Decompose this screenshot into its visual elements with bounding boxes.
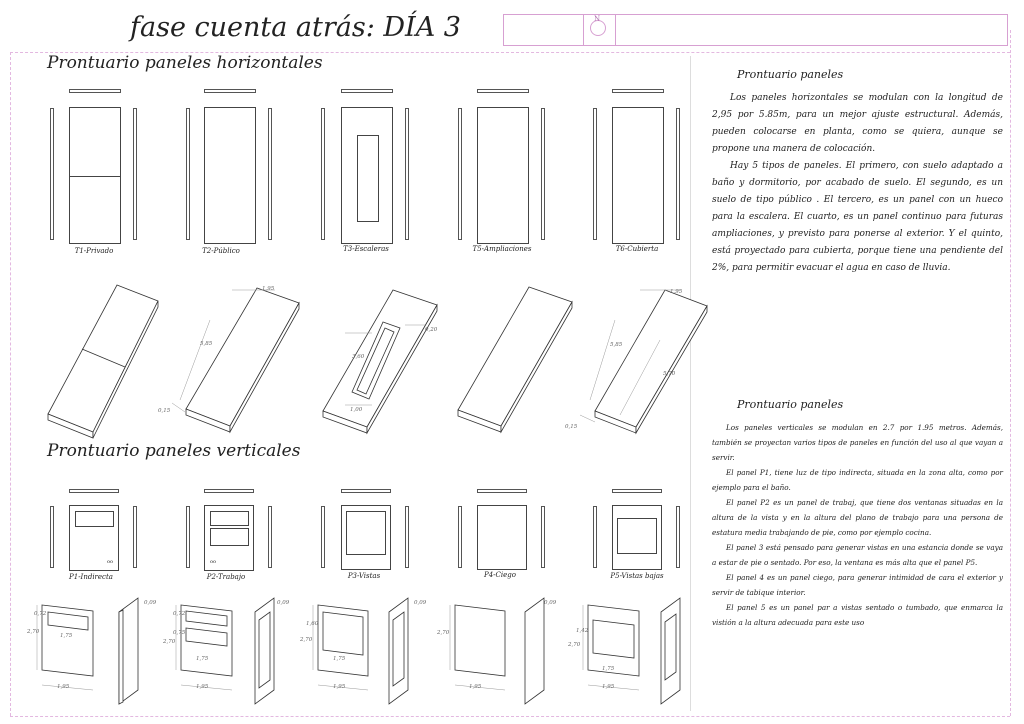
panel-t2-label: T2-Público xyxy=(202,247,240,255)
dim-text: 0,72 xyxy=(34,611,47,617)
dim-text: 5,85 xyxy=(610,342,623,348)
iso-p5-side-window xyxy=(665,614,676,680)
dim-text: 0,15 xyxy=(158,408,171,414)
dim-text: 0,09 xyxy=(277,600,290,606)
panel-t1-label: T1-Privado xyxy=(74,247,114,255)
dim-text: 0,75 xyxy=(173,630,186,636)
paragraph: Hay 5 tipos de paneles. El primero, con suelo adaptado a baño y dormitorio, por acabado de suelo. El segundo, es un suelo de tipo público . El tercero, es un panel con un hueco para la escalera. El cuarto, es un panel continuo para futuras ampliaciones, y previsto para ponerse al exterior. Y el quinto, está proyectado para cubierta, porque tiene una pendiente del 2%, para permitir evacuar el agua en caso de lluvia. xyxy=(712,161,1003,273)
paragraph: El panel 4 es un panel ciego, para generar intimidad de cara el exterior y servir de tabique interior. xyxy=(712,573,1003,597)
dim-text: 1,00 xyxy=(350,407,363,413)
socket-icon: oo xyxy=(107,559,114,565)
north-arrow-label: N xyxy=(594,15,601,23)
paragraph: El panel P2 es un panel de trabaj, que tiene dos ventanas situadas en la altura de la vista y en la altura del plano de trabajo para una persona de estatura media trabajando de pie, como por ejemplo cocina. xyxy=(712,498,1003,537)
dim-text: 1,42 xyxy=(576,628,589,634)
dim-text: 1,75 xyxy=(602,666,615,672)
iso-p4-side xyxy=(525,598,544,704)
dim-text: 1,95 xyxy=(57,684,70,690)
dim-text: 0,09 xyxy=(144,600,157,606)
dim-text: 1,95 xyxy=(602,684,615,690)
dim-text: 5,85 xyxy=(200,341,213,347)
socket-icon: oo xyxy=(210,559,217,565)
panel-t6-label: T6-Cubierta xyxy=(615,245,659,253)
vertical-text-title: Prontuario paneles xyxy=(737,398,844,411)
dim-text: 1,75 xyxy=(333,656,346,662)
dim-text: 1,95 xyxy=(196,684,209,690)
dim-text: 1,95 xyxy=(469,684,482,690)
panel-p4-label: P4-Ciego xyxy=(484,571,516,579)
panel-t5-label: T5-Ampliaciones xyxy=(472,245,532,253)
panel-p3-label: P3-Vistas xyxy=(347,572,381,580)
iso-p4-front xyxy=(455,605,505,676)
dim-text: 0,09 xyxy=(414,600,427,606)
iso-p3-side-window xyxy=(393,612,404,686)
dim-text: 2,70 xyxy=(437,630,450,636)
vertical-text-body xyxy=(712,420,1003,630)
dim-text: 0,20 xyxy=(425,327,438,333)
paragraph: Los paneles verticales se modulan en 2.7 por 1.95 metros. Además, también se proyectan varios tipos de paneles en función del uso al que vayan a servir. xyxy=(712,423,1003,462)
dim-text: 1,75 xyxy=(60,633,73,639)
dim-text: 1,60 xyxy=(306,621,319,627)
paragraph: El panel 5 es un panel par a vistas sentado o tumbado, que enmarca la vistión a la altura adecuada para este uso xyxy=(712,603,1003,627)
dim-text: 2,70 xyxy=(27,629,40,635)
dim-text: 1,75 xyxy=(196,656,209,662)
horizontal-text-body xyxy=(712,90,1003,277)
iso-p3-window xyxy=(323,612,363,655)
horizontal-section-title: Prontuario paneles horizontales xyxy=(47,53,323,73)
paragraph: El panel P1, tiene luz de tipo indirecta, situada en la zona alta, como por ejemplo para el baño. xyxy=(712,468,1003,492)
panel-p2-label: P2-Trabajo xyxy=(206,573,246,581)
panel-p5-label: P5-Vistas bajas xyxy=(610,572,664,580)
dim-text: 0,72 xyxy=(173,611,186,617)
dim-text: 3,60 xyxy=(352,354,365,360)
panel-t3-label: T3-Escaleras xyxy=(343,245,389,253)
page-title: fase cuenta atrás: DÍA 3 xyxy=(130,12,461,43)
dim-text: 5,70 xyxy=(663,371,676,377)
iso-p1-edge xyxy=(119,610,123,704)
paragraph: El panel 3 está pensado para generar vistas en una estancia donde se vaya a estar de pie o sentado. Por eso, la ventana es más alta que el panel P5. xyxy=(712,543,1003,567)
dim-text: 1,95 xyxy=(262,286,275,292)
dim-text: 1,95 xyxy=(333,684,346,690)
dim-text: 2,70 xyxy=(163,639,176,645)
dim-text: 2,70 xyxy=(300,637,313,643)
dim-text: 0,09 xyxy=(544,600,557,606)
dim-text: 1,95 xyxy=(670,289,683,295)
vertical-section-title: Prontuario paneles verticales xyxy=(47,441,301,461)
horizontal-text-title: Prontuario paneles xyxy=(737,68,844,81)
dim-text: 0,15 xyxy=(565,424,578,430)
panel-p1-label: P1-Indirecta xyxy=(69,573,113,581)
iso-p2-side-window xyxy=(259,612,270,688)
paragraph: Los paneles horizontales se modulan con la longitud de 2,95 por 5.85m, para un mejor ajuste estructural. Además, pueden colocarse en planta, como se quiera, aunque se propone una manera de colocación. xyxy=(712,93,1003,154)
dim-text: 2,70 xyxy=(568,642,581,648)
iso-p5-window xyxy=(593,620,634,658)
